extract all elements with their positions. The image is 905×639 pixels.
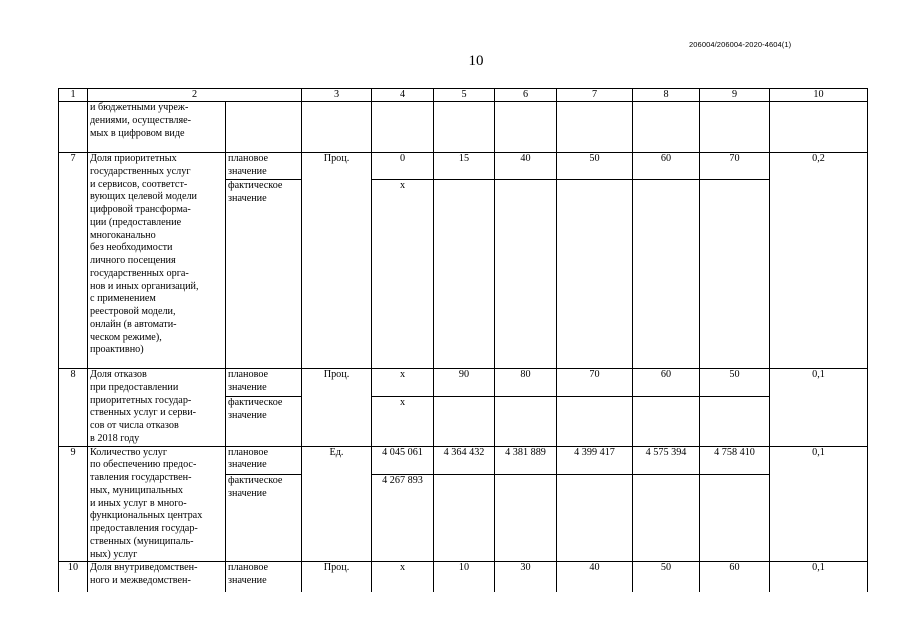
indicator-name-cell (88, 153, 226, 369)
document-id: 206004/206004-2020-4604(1) (689, 40, 792, 49)
fact-value: х (372, 180, 434, 369)
plan-label: плановое значение (226, 153, 302, 180)
fact-value (557, 474, 633, 561)
table-row (59, 369, 868, 397)
indicator-name-cell (88, 369, 226, 447)
fact-value (495, 474, 557, 561)
fact-value (557, 180, 633, 369)
indicator-name: и бюджетными учреж- дениями, осуществляе- мых в цифровом виде (90, 102, 192, 139)
table-cell (557, 102, 633, 153)
plan-value: 80 (495, 369, 557, 397)
table-cell (633, 102, 700, 153)
column-number: 2 (88, 89, 302, 102)
plan-value: 4 364 432 (434, 446, 495, 474)
row-number: 8 (59, 369, 88, 447)
fact-value (633, 474, 700, 561)
row-number: 10 (59, 562, 88, 592)
plan-value: 4 758 410 (700, 446, 770, 474)
indicators-table (58, 88, 868, 592)
fact-value (557, 397, 633, 446)
indicator-name-cell (88, 562, 226, 592)
unit-cell: Ед. (302, 446, 372, 562)
plan-value: 50 (633, 562, 700, 592)
plan-value: 15 (434, 153, 495, 180)
unit-cell: Проц. (302, 562, 372, 592)
fact-value (434, 397, 495, 446)
column-number: 1 (59, 89, 88, 102)
table-cell (434, 102, 495, 153)
fact-value (434, 180, 495, 369)
weight-cell: 0,2 (770, 153, 868, 369)
column-number: 8 (633, 89, 700, 102)
plan-label: плановое значение (226, 446, 302, 474)
fact-value: 4 267 893 (372, 474, 434, 561)
plan-value: 40 (495, 153, 557, 180)
unit-cell: Проц. (302, 153, 372, 369)
fact-value: х (372, 397, 434, 446)
plan-label: плановое значение (226, 369, 302, 397)
column-number-row (59, 89, 868, 102)
table-row (59, 562, 868, 592)
fact-value (700, 397, 770, 446)
row-number: 7 (59, 153, 88, 369)
row-number: 9 (59, 446, 88, 562)
plan-value: х (372, 369, 434, 397)
plan-value: 60 (633, 369, 700, 397)
plan-value: 60 (633, 153, 700, 180)
plan-value: 60 (700, 562, 770, 592)
plan-value: 50 (700, 369, 770, 397)
plan-value: 70 (557, 369, 633, 397)
plan-value: 30 (495, 562, 557, 592)
plan-value: 4 575 394 (633, 446, 700, 474)
plan-value: 90 (434, 369, 495, 397)
continuation-row (59, 102, 868, 153)
column-number: 4 (372, 89, 434, 102)
table-cell (372, 102, 434, 153)
indicator-name: Доля приоритетных государственных услуг и сервисов, соответст- вующих целевой модели цифровой трансформа- ции (предоставление многоканально без необходимости личного посещения государственных орга- нов и иных организаций, с применением реестровой модели, онлайн (в автомати- ческом режиме), проактивно) (90, 153, 199, 356)
fact-label: фактическое значение (226, 474, 302, 561)
column-number: 7 (557, 89, 633, 102)
weight-cell: 0,1 (770, 562, 868, 592)
fact-value (495, 397, 557, 446)
fact-label: фактическое значение (226, 397, 302, 446)
weight-cell: 0,1 (770, 369, 868, 447)
table-cell (700, 102, 770, 153)
column-number: 10 (770, 89, 868, 102)
column-number: 9 (700, 89, 770, 102)
indicator-name: Доля отказов при предоставлении приоритетных государ- ственных услуг и серви- сов от числа отказов в 2018 году (90, 369, 197, 444)
plan-value: х (372, 562, 434, 592)
column-number: 6 (495, 89, 557, 102)
plan-value: 4 045 061 (372, 446, 434, 474)
fact-value (495, 180, 557, 369)
plan-value: 70 (700, 153, 770, 180)
indicator-name: Количество услуг по обеспечению предос- тавления государствен- ных, муниципальных и иных услуг в много- функциональных центрах предоставления государ- ственных (муниципаль- ных) услуг (90, 446, 203, 560)
fact-label: фактическое значение (226, 180, 302, 369)
table-cell (226, 102, 302, 153)
fact-value (700, 180, 770, 369)
fact-value (633, 397, 700, 446)
plan-label: плановое значение (226, 562, 302, 592)
indicator-name-cell (88, 102, 226, 153)
weight-cell: 0,1 (770, 446, 868, 562)
table-cell (770, 102, 868, 153)
plan-value: 40 (557, 562, 633, 592)
plan-value: 4 381 889 (495, 446, 557, 474)
table-cell (59, 102, 88, 153)
column-number: 5 (434, 89, 495, 102)
plan-value: 0 (372, 153, 434, 180)
column-number: 3 (302, 89, 372, 102)
table-row (59, 446, 868, 474)
plan-value: 50 (557, 153, 633, 180)
fact-value (700, 474, 770, 561)
plan-value: 10 (434, 562, 495, 592)
indicator-name-cell (88, 446, 226, 562)
page-number: 10 (468, 53, 484, 69)
indicator-name: Доля внутриведомствен- ного и межведомствен- (90, 562, 198, 586)
fact-value (434, 474, 495, 561)
table-cell (495, 102, 557, 153)
fact-value (633, 180, 700, 369)
plan-value: 4 399 417 (557, 446, 633, 474)
table-cell (302, 102, 372, 153)
table-row (59, 153, 868, 180)
unit-cell: Проц. (302, 369, 372, 447)
